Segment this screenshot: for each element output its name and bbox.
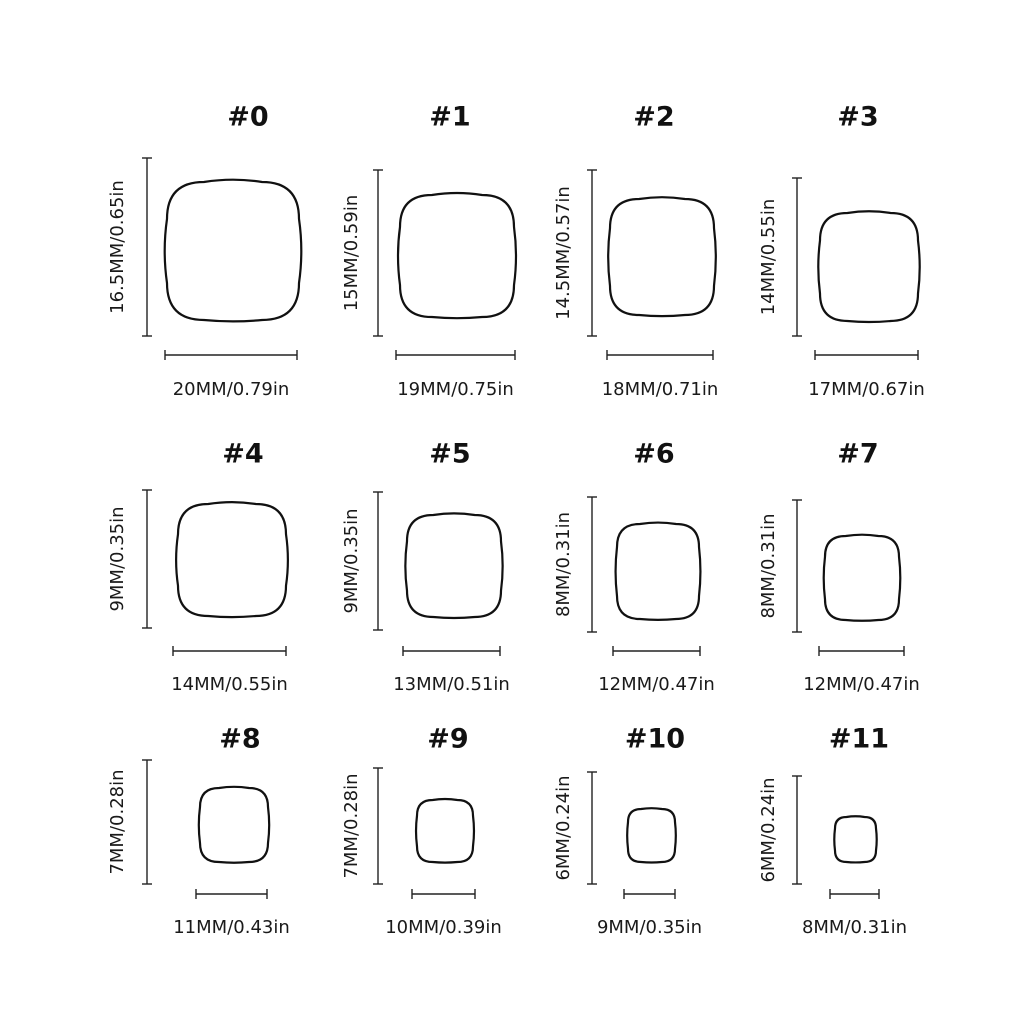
length-label: 9MM/0.35in: [107, 506, 128, 612]
size-title: #5: [429, 438, 471, 470]
size-title: #11: [828, 723, 890, 755]
size-title: #10: [624, 723, 686, 755]
size-cell: [341, 724, 502, 939]
size-title: #7: [837, 438, 879, 470]
width-label: 13MM/0.51in: [393, 674, 510, 695]
width-label: 12MM/0.47in: [598, 674, 715, 695]
length-label: 6MM/0.24in: [758, 777, 779, 883]
size-cell: [758, 724, 907, 939]
nail-outline: [608, 197, 716, 316]
length-label: 8MM/0.31in: [758, 513, 779, 619]
size-title: #6: [633, 438, 675, 470]
length-label: 9MM/0.35in: [341, 508, 362, 614]
size-cell: [553, 102, 718, 401]
length-label: 8MM/0.31in: [553, 511, 574, 618]
width-label: 17MM/0.67in: [808, 379, 925, 400]
size-cell: [107, 724, 290, 939]
width-label: 8MM/0.31in: [801, 917, 908, 938]
width-label: 10MM/0.39in: [385, 917, 502, 938]
width-label: 12MM/0.47in: [803, 674, 920, 695]
width-label: 14MM/0.55in: [171, 674, 288, 695]
width-label: 11MM/0.43in: [173, 917, 290, 938]
length-label: 14.5MM/0.57in: [553, 186, 574, 320]
width-label: 9MM/0.35in: [596, 917, 703, 938]
nail-outline: [834, 816, 876, 862]
nail-outline: [824, 535, 901, 621]
size-cell: [553, 724, 702, 939]
size-cell: [341, 439, 510, 696]
size-cell: [758, 439, 920, 696]
size-cell: [341, 102, 516, 401]
size-cell: [553, 439, 715, 696]
nail-outline: [405, 513, 502, 618]
length-label: 14MM/0.55in: [758, 198, 779, 316]
width-label: 19MM/0.75in: [397, 379, 514, 400]
width-label: 20MM/0.79in: [172, 379, 290, 400]
length-label: 16.5MM/0.65in: [107, 180, 128, 314]
length-label: 7MM/0.28in: [107, 769, 128, 875]
size-title: #1: [429, 101, 471, 133]
size-title: #0: [227, 101, 269, 133]
nail-outline: [165, 180, 302, 322]
length-label: 7MM/0.28in: [341, 773, 362, 879]
width-label: 18MM/0.71in: [601, 379, 719, 400]
length-label: 6MM/0.24in: [553, 775, 574, 881]
nail-outline: [627, 808, 676, 862]
size-cell: [107, 439, 288, 696]
size-title: #2: [633, 101, 675, 133]
nail-outline: [616, 523, 701, 620]
size-title: #4: [222, 438, 264, 470]
size-title: #8: [219, 723, 261, 755]
nail-outline: [818, 211, 919, 322]
nail-outline: [398, 193, 516, 318]
nail-outline: [416, 799, 474, 863]
size-title: #9: [427, 723, 469, 755]
nail-outline: [176, 502, 288, 617]
nail-outline: [199, 787, 269, 863]
size-cell: [758, 102, 925, 401]
length-label: 15MM/0.59in: [341, 194, 362, 312]
size-cell: [107, 102, 301, 401]
size-title: #3: [837, 101, 879, 133]
